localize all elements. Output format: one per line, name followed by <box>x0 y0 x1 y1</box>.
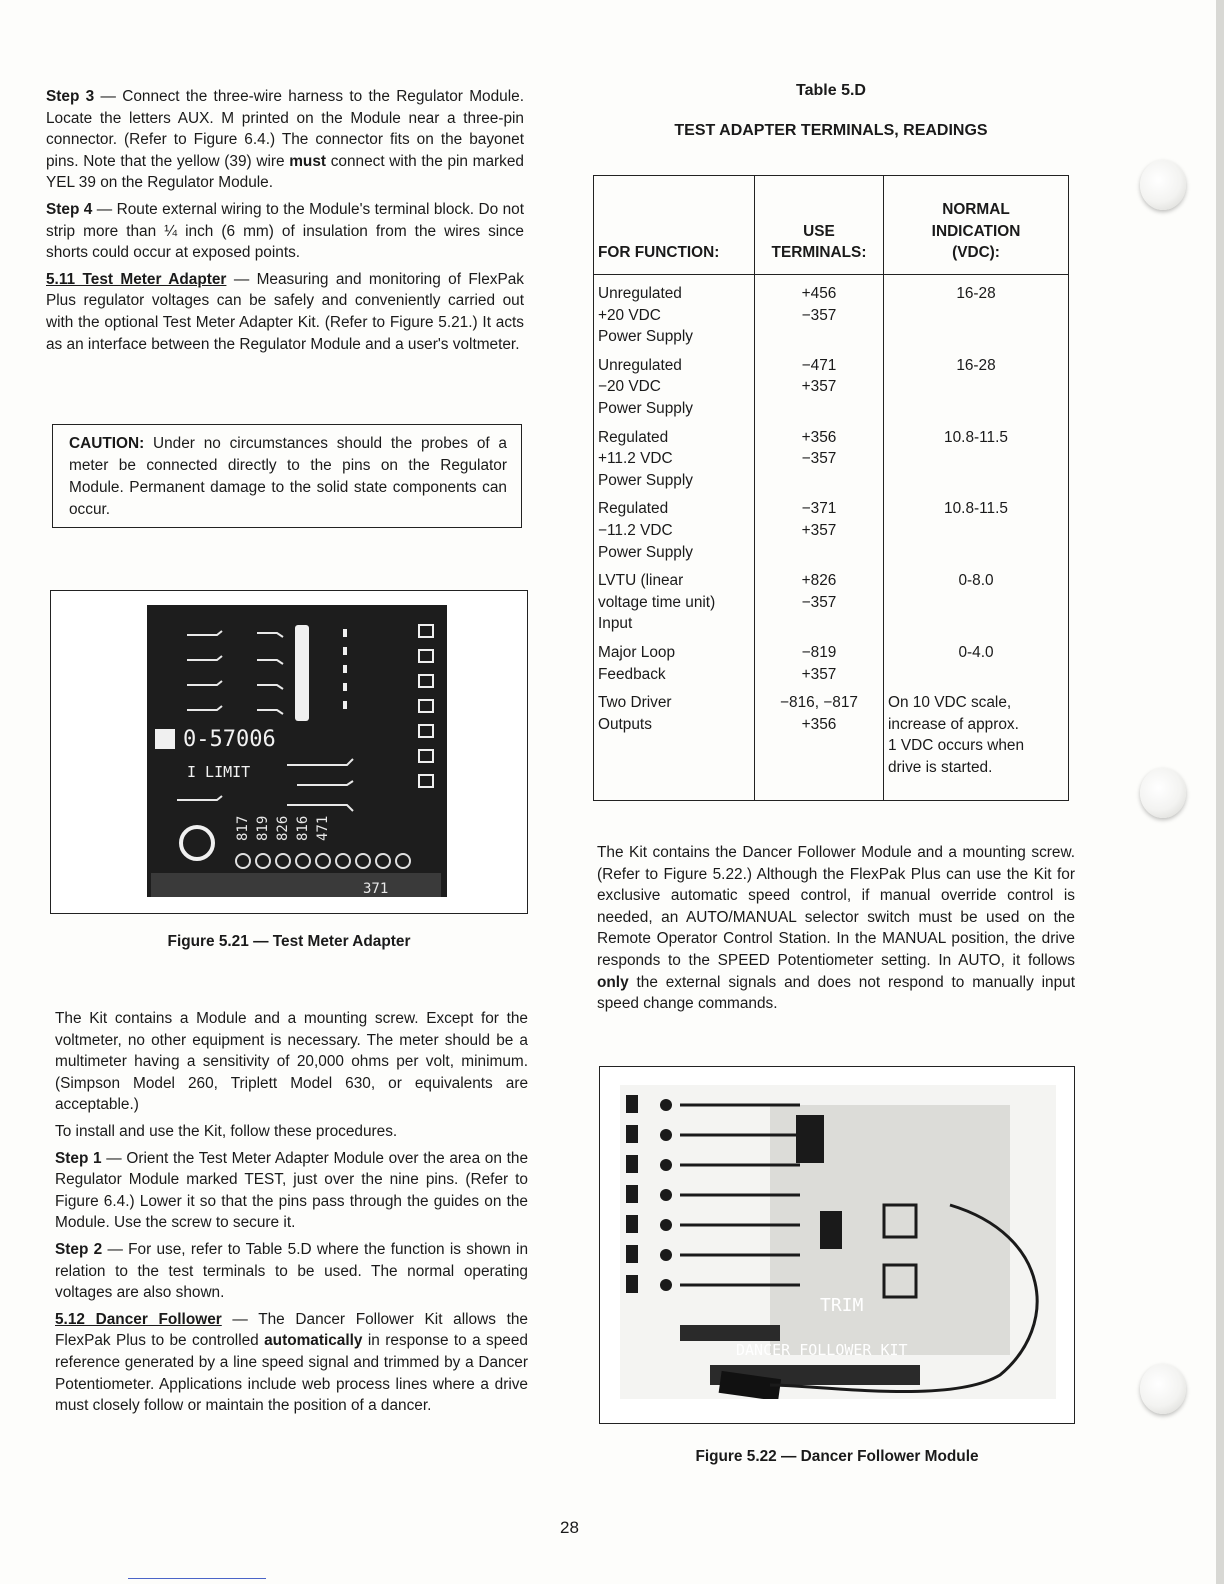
section-5-12-paragraph: 5.12 Dancer Follower — The Dancer Follower Kit allows the FlexPak Plus to be controlled automatically in response to a speed reference generated by a line speed signal and trimmed by a Dancer Potentiometer. Applications include web process lines where a drive must closely follow or maintain the position of a dancer. <box>55 1310 528 1415</box>
cell-function: Unregulated +20 VDC Power Supply <box>594 275 755 355</box>
figure-5-21-caption: Figure 5.21 — Test Meter Adapter <box>167 933 411 950</box>
cell-terminals: −819 +357 <box>755 642 884 692</box>
cell-normal-indication: 0-8.0 <box>884 570 1069 642</box>
table-row <box>594 355 1069 427</box>
binder-hole-top <box>1140 160 1186 210</box>
terminal-371-label: 371 <box>363 881 389 897</box>
table-row <box>594 498 1069 570</box>
test-meter-adapter-board-image <box>147 605 447 897</box>
table-header-row <box>594 176 1069 275</box>
page-edge <box>1216 0 1224 1584</box>
section-5-11-paragraph: 5.11 Test Meter Adapter — Measuring and monitoring of FlexPak Plus regulator voltages can be safely and conveniently carried out with the optional Test Meter Adapter Kit. (Refer to Figure 5.21.) It acts as an interface between the Regulator Module and a user's voltmeter. <box>46 270 524 353</box>
dancer-kit-paragraph: The Kit contains the Dancer Follower Module and a mounting screw. (Refer to Figure 5.22.) Although the FlexPak Plus can use the Kit for exclusive automatic speed control, if manual override control is needed, an AUTO/MANUAL selector switch must be used on the Remote Operator Control Station. In the MANUAL position, the drive responds to the SPEED Potentiometer setting. In AUTO, it follows only the external signals and does not respond to manually input speed change commands. <box>597 844 1075 1013</box>
figure-5-22-frame <box>599 1066 1075 1424</box>
table-row <box>594 275 1069 355</box>
pin-label: 817 <box>235 815 251 841</box>
table-title: TEST ADAPTER TERMINALS, READINGS <box>674 122 988 139</box>
page-number: 28 <box>560 1518 579 1537</box>
pin-label: 826 <box>275 815 291 841</box>
bottom-rule <box>128 1578 266 1579</box>
pin-label: 819 <box>255 815 271 841</box>
step1-paragraph: Step 1 — Orient the Test Meter Adapter Module over the area on the Regulator Module marked TEST, just over the nine pins. (Refer to Figure 6.4.) Lower it so that the pins pass through the guides on the Module. Use the screw to secure it. <box>55 1149 529 1232</box>
cell-function: Two Driver Outputs <box>594 692 755 801</box>
test-meter-adapter-photo <box>147 605 447 897</box>
install-paragraph: To install and use the Kit, follow these procedures. <box>55 1122 398 1140</box>
cell-normal-indication: 10.8-11.5 <box>884 498 1069 570</box>
cell-terminals: +456 −357 <box>755 275 884 355</box>
header-normal-indication: NORMAL INDICATION (VDC): <box>884 176 1069 275</box>
test-adapter-readings-table <box>593 175 1069 801</box>
table-label: Table 5.D <box>796 82 866 99</box>
cell-normal-indication: 10.8-11.5 <box>884 427 1069 499</box>
cell-terminals: +826 −357 <box>755 570 884 642</box>
cell-function: Unregulated −20 VDC Power Supply <box>594 355 755 427</box>
dancer-follower-board-image <box>620 1085 1056 1399</box>
step3-paragraph: Step 3 — Connect the three-wire harness to the Regulator Module. Locate the letters AUX. M printed on the Module near a three-pin connector. (Refer to Figure 6.4.) The connector fits on the bayonet pins. Note that the yellow (39) wire must connect with the pin marked YEL 39 on the Regulator Module. <box>46 88 524 192</box>
step2-paragraph: Step 2 — For use, refer to Table 5.D where the function is shown in relation to the test terminals to be used. The normal operating voltages are also shown. <box>55 1240 529 1302</box>
cell-normal-indication: 16-28 <box>884 355 1069 427</box>
figure-5-21-frame <box>50 590 528 914</box>
i-limit-label: I LIMIT <box>187 763 251 781</box>
cell-function: LVTU (linear voltage time unit) Input <box>594 570 755 642</box>
cell-terminals: −471 +357 <box>755 355 884 427</box>
cell-function: Regulated +11.2 VDC Power Supply <box>594 427 755 499</box>
table-row <box>594 427 1069 499</box>
kit-paragraph: The Kit contains a Module and a mounting screw. Except for the voltmeter, no other equipment is necessary. The meter should be a multimeter having a sensitivity of 20,000 ohms per volt, minimum. (Simpson Model 260, Triplett Model 630, or equivalents are acceptable.) <box>55 1010 528 1114</box>
step4-paragraph: Step 4 — Route external wiring to the Module's terminal block. Do not strip more than ¼ inch (6 mm) of insulation from the wires since shorts could occur at exposed points. <box>46 200 524 262</box>
table-row <box>594 692 1069 801</box>
header-terminals: USE TERMINALS: <box>755 176 884 275</box>
pin-label: 471 <box>315 815 331 841</box>
cell-function: Major Loop Feedback <box>594 642 755 692</box>
board-title-label: DANCER FOLLOWER KIT <box>736 1341 908 1359</box>
cell-terminals: +356 −357 <box>755 427 884 499</box>
board-part-number: 0-57006 <box>183 727 276 752</box>
table-row <box>594 570 1069 642</box>
binder-hole-middle <box>1140 768 1186 818</box>
caution-box: CAUTION: Under no circumstances should the probes of a meter be connected directly to the pins on the Regulator Module. Permanent damage to the solid state components can occur. <box>52 424 522 528</box>
cell-function: Regulated −11.2 VDC Power Supply <box>594 498 755 570</box>
left-column-bottom <box>55 1008 528 1422</box>
trim-label: TRIM <box>820 1295 864 1316</box>
right-column-text <box>597 842 1075 1020</box>
cell-terminals: −816, −817 +356 <box>755 692 884 801</box>
left-column-top <box>46 86 524 360</box>
binder-hole-bottom <box>1140 1364 1186 1414</box>
cell-normal-indication: 16-28 <box>884 275 1069 355</box>
pin-label: 816 <box>295 815 311 841</box>
figure-5-22-caption: Figure 5.22 — Dancer Follower Module <box>695 1448 979 1465</box>
cell-normal-indication: On 10 VDC scale, increase of approx. 1 VDC occurs when drive is started. <box>884 692 1069 801</box>
table-row <box>594 642 1069 692</box>
dancer-follower-photo <box>620 1085 1056 1399</box>
cell-normal-indication: 0-4.0 <box>884 642 1069 692</box>
cell-terminals: −371 +357 <box>755 498 884 570</box>
header-function: FOR FUNCTION: <box>594 176 755 275</box>
